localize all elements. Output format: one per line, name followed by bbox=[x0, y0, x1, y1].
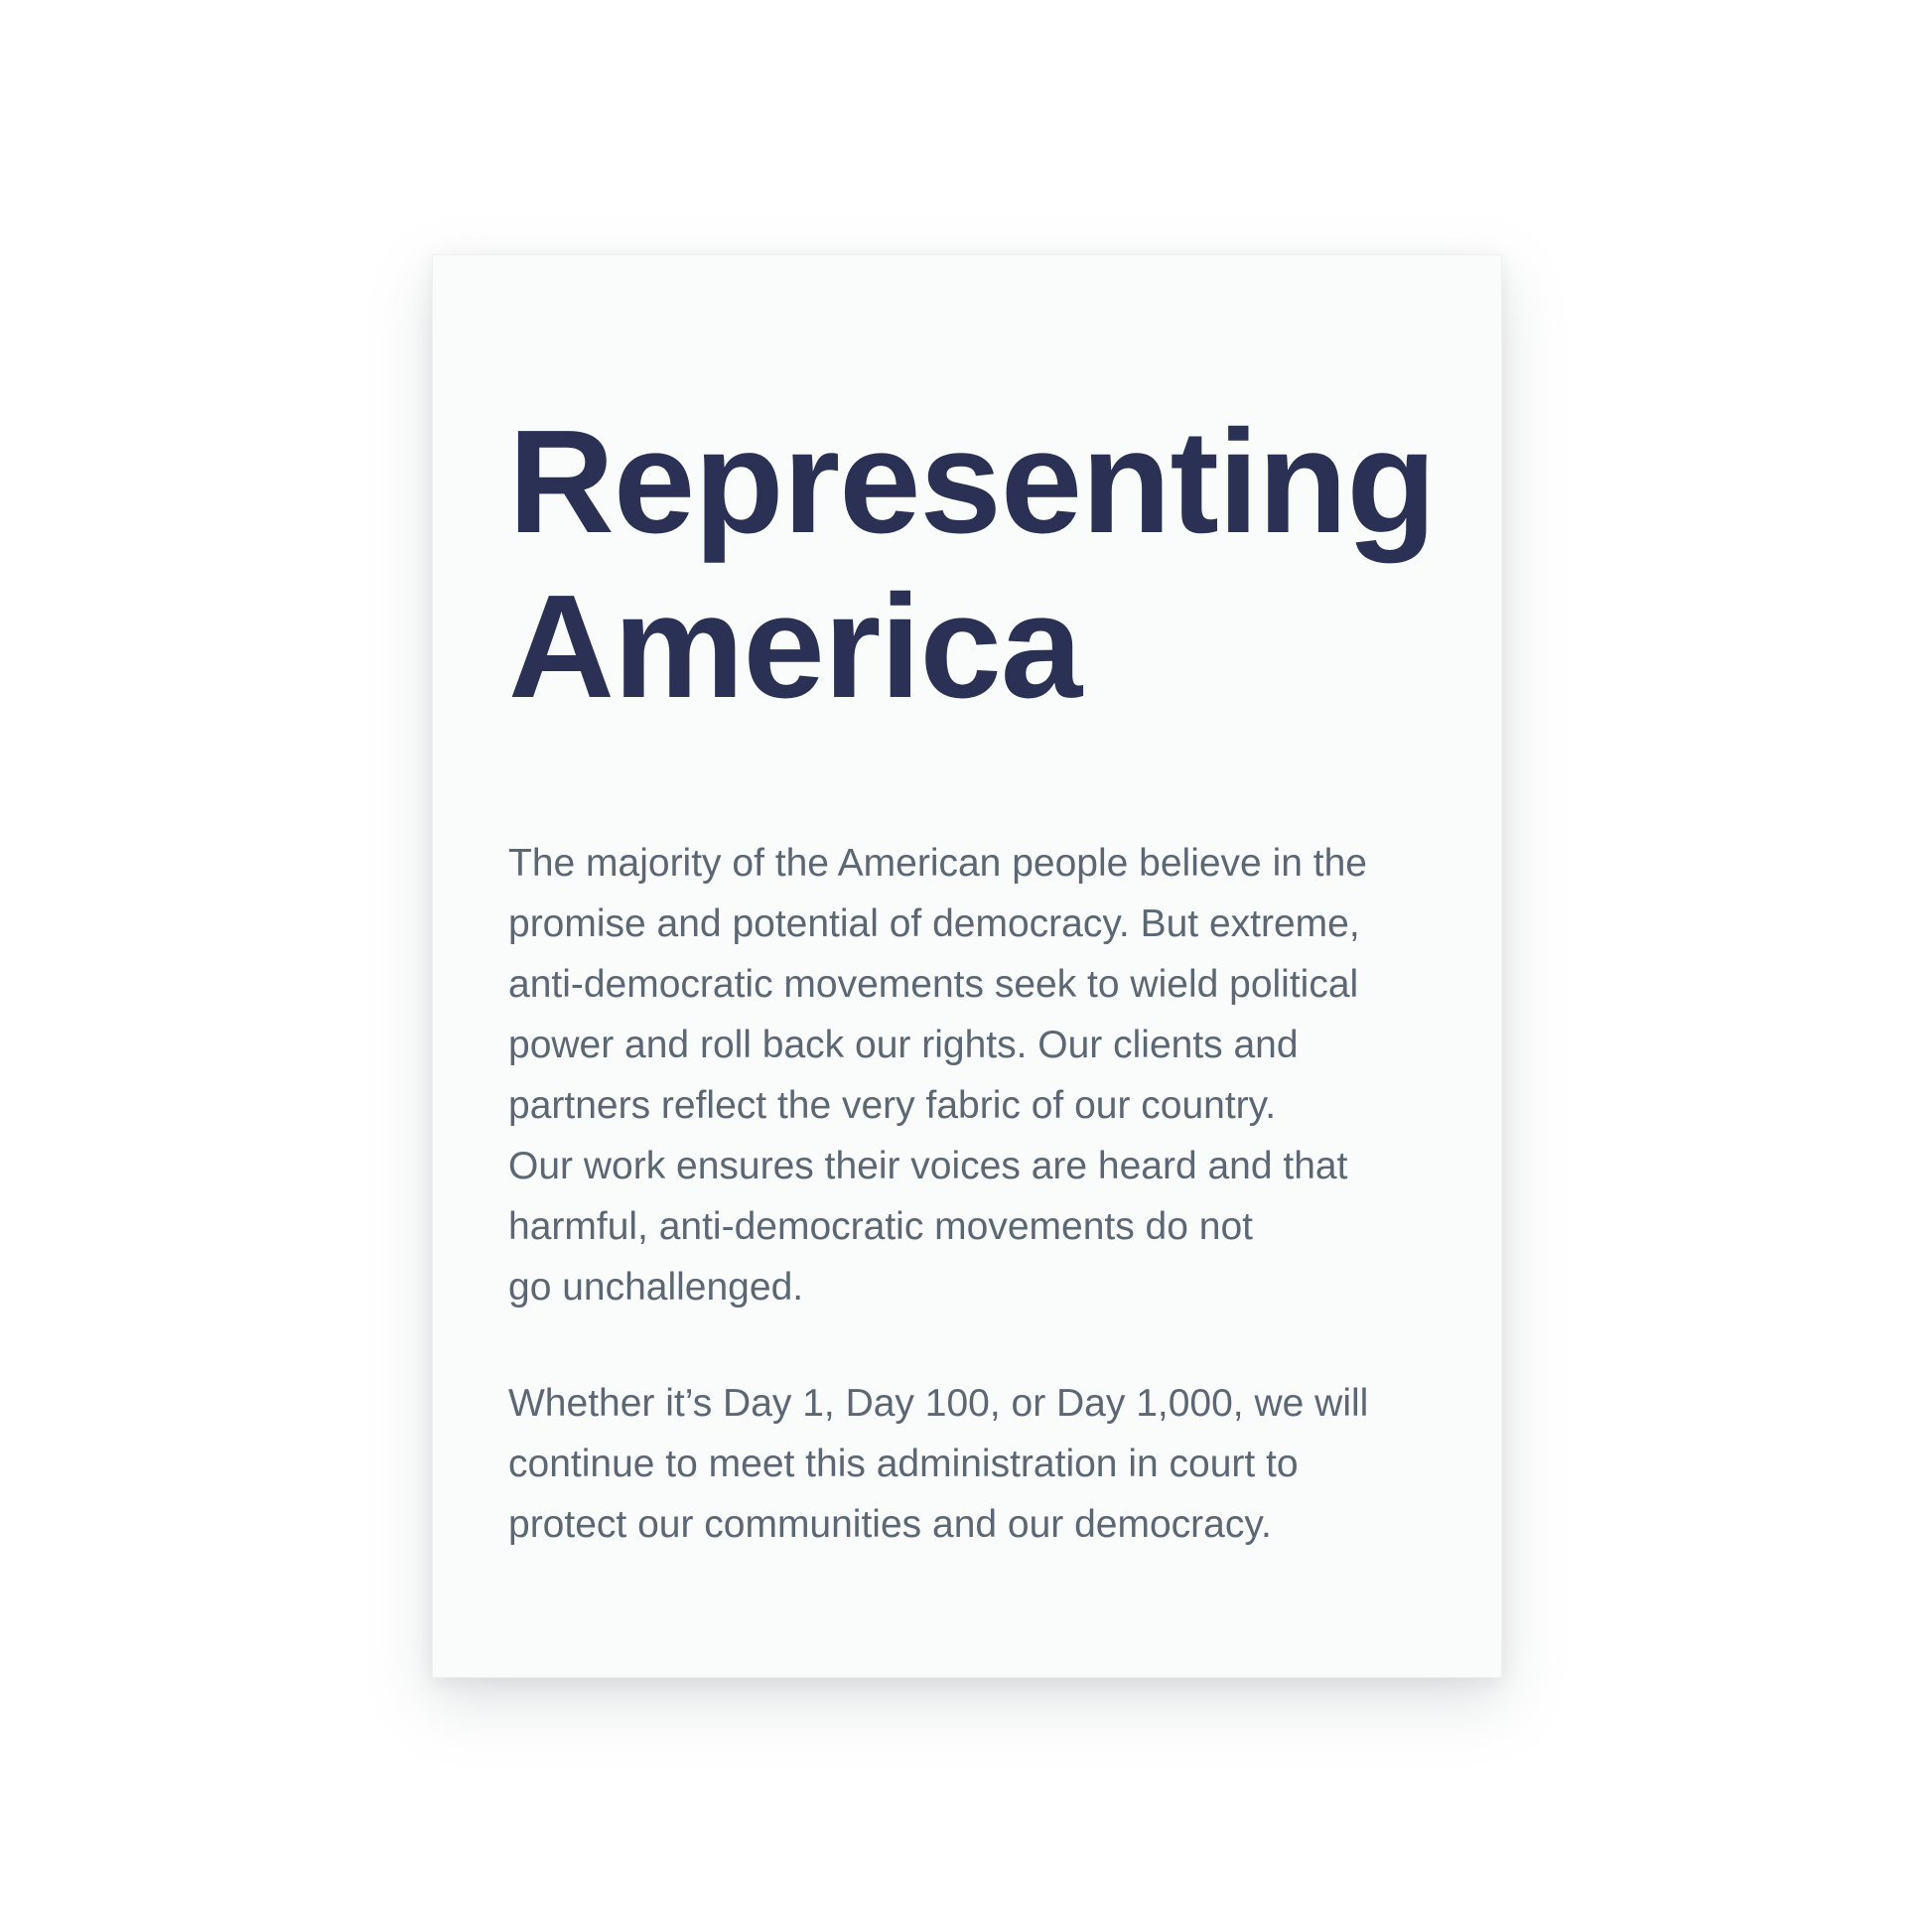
paragraph-line: power and roll back our rights. Our clients and bbox=[508, 1024, 1299, 1066]
paragraph bbox=[508, 833, 1432, 1317]
paragraph-line: anti-democratic movements seek to wield political bbox=[508, 963, 1359, 1006]
paragraph-line: continue to meet this administration in court to bbox=[508, 1443, 1299, 1485]
paragraph-line: go unchallenged. bbox=[508, 1266, 804, 1309]
paragraph-line: partners reflect the very fabric of our country. bbox=[508, 1084, 1277, 1127]
paragraph bbox=[508, 1373, 1432, 1555]
body-paragraphs bbox=[508, 833, 1432, 1555]
paragraph-line: The majority of the American people believe in the bbox=[508, 842, 1367, 885]
paragraph-line: harmful, anti-democratic movements do not bbox=[508, 1205, 1253, 1248]
page-title bbox=[508, 400, 1436, 730]
paragraph-line: protect our communities and our democracy. bbox=[508, 1503, 1272, 1546]
paragraph-line: Whether it’s Day 1, Day 100, or Day 1,000, we will bbox=[508, 1382, 1369, 1425]
paragraph-line: Our work ensures their voices are heard and that bbox=[508, 1145, 1348, 1187]
content-card bbox=[432, 254, 1502, 1678]
page-title-line-2: America bbox=[508, 565, 1082, 729]
paragraph-line: promise and potential of democracy. But extreme, bbox=[508, 902, 1360, 945]
page-title-line-1: Representing bbox=[508, 400, 1436, 564]
